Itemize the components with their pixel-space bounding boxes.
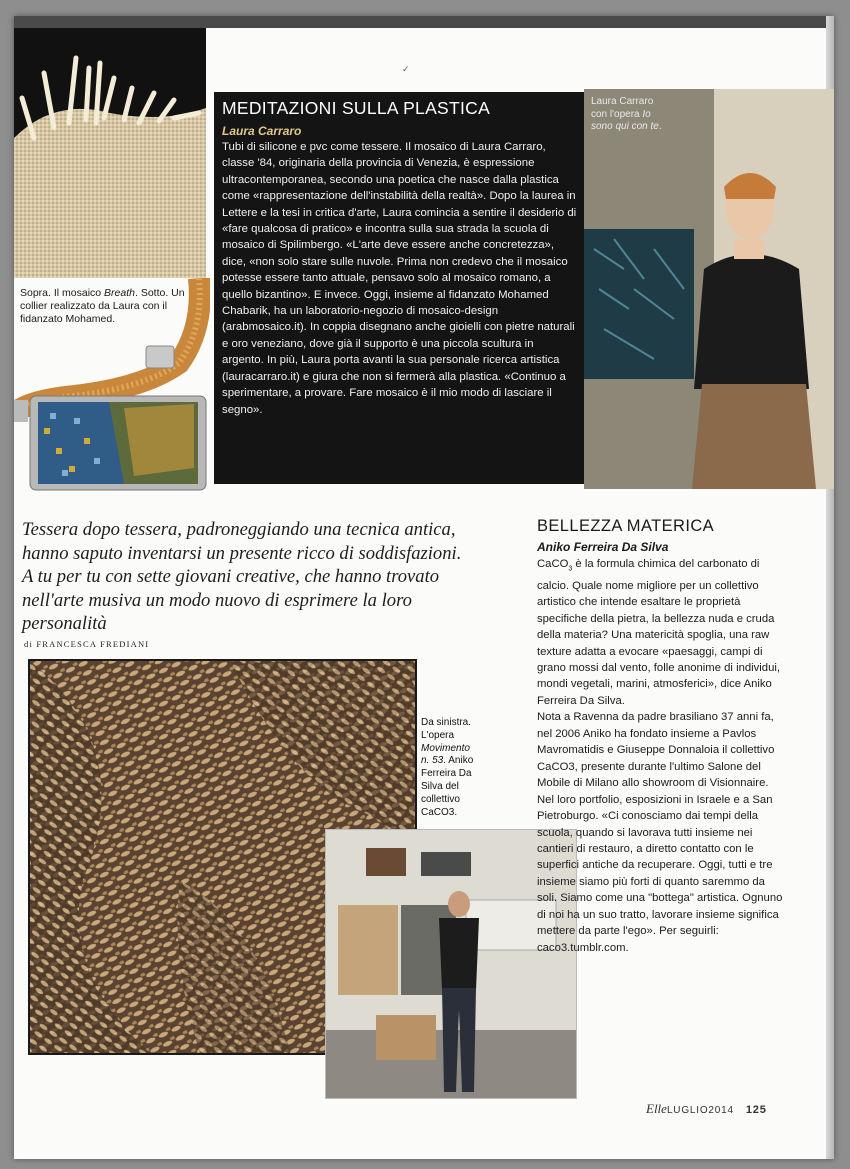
side-article-body: Tubi di silicone e pvc come tessere. Il mosaico di Laura Carraro, classe '84, originaria della provincia di Venezia, è espressione ultracontemporanea, secondo una poetica che nasce dalla plastica come «rappresentazione dell'instabilità della realtà». Dopo la laurea in Lettere e la tesi in critica d'arte, Laura comincia a sentire il desiderio di «fare qualcosa di pratico» e incontra sulla sua strada la scuola di mosaico di Spilimbergo. «L'arte deve essere anche concretezza», dice, «non solo stare sulle nuvole. Prima non credevo che il mosaico potesse essere tanto attuale, pensavo solo al mosaico romano, a quello bizantino». E invece. Oggi, insieme al fidanzato Mohamed Chabarik, ha un laboratorio-negozio di mosaico-design (arabmosaico.it). In coppia disegnano anche gioielli con pietre naturali e oro veneziano, dove già il supporto è una piccola scultura in argento. In più, Laura porta avanti la sua personale ricerca artistica (lauracarraro.it) e giura che non si fermerà alla plastica. «Continuo a sperimentare, a provare. Fare mosaico è il mio modo di lasciare il segno». bbox=[222, 141, 577, 416]
portrait-caption: Laura Carraro con l'opera Io sono qui con te. bbox=[591, 96, 662, 132]
magazine-page bbox=[14, 16, 834, 1159]
side-article-box bbox=[214, 92, 584, 484]
page-number: 125 bbox=[745, 1104, 767, 1116]
breath-mosaic-photo bbox=[14, 28, 206, 290]
page-mark-icon: ✓ bbox=[402, 64, 410, 74]
main-article-title: BELLEZZA MATERICA bbox=[537, 517, 715, 535]
page-footer bbox=[646, 1101, 767, 1117]
side-article-byline: Laura Carraro bbox=[222, 124, 302, 138]
mosaic-caption: Da sinistra. L'opera Movimento n. 53. Aniko Ferreira Da Silva del collettivo CaCO3. bbox=[421, 717, 474, 818]
author-credit: di FRANCESCA FREDIANI bbox=[24, 639, 150, 649]
side-article-title: MEDITAZIONI SULLA PLASTICA bbox=[222, 98, 491, 118]
issue-date: LUGLIO2014 bbox=[666, 1105, 734, 1116]
top-edge bbox=[14, 16, 834, 28]
magazine-name: Elle bbox=[646, 1101, 667, 1116]
main-article-body: CaCO$_3$ è la formula chimica del carbonato di calcio. Quale nome migliore per un collettivo artistico che intende esaltare le proprietà specifiche della pietra, la bellezza nuda e cruda della materia? Una matericità spoglia, una raw texture adatta a evocare «paesaggi, campi di grano mossi dal vento, folle anonime di individui, mondi vegetali, marini, atmosferici», dice Aniko Ferreira Da Silva. Nota a Ravenna da padre brasiliano 37 anni fa, nel 2006 Aniko ha fondato insieme a Pavlos Mavromatidis e Giuseppe Donnaloia il collettivo CaCO3, presente durante l'ultimo Salone del Mobile di Milano allo showroom di Visionnaire. Nel loro portfolio, esposizioni in Israele e a San Pietroburgo. «Ci conosciamo dai tempi della scuola, quando si lavorava tutti insieme nei cantieri di restauro, a diretto contatto con le superfici antiche da recuperare. Oggi, tutti e tre insieme siamo più forti di quanto saremmo da soli. Siamo come una "bottega" artistica. Ognuno di noi ha un suo tratto, lavorare insieme significa mettere da parte l'ego». Per seguirli: caco3.tumblr.com. bbox=[537, 558, 783, 954]
standfirst: Tessera dopo tessera, padroneggiando una tecnica antica, hanno saputo inventarsi un presente ricco di soddisfazioni. A tu per tu con sette giovani creative, che hanno trovato nell'arte musiva un modo nuovo di esprimere la loro personalità bbox=[22, 519, 462, 634]
main-article-byline: Aniko Ferreira Da Silva bbox=[537, 540, 669, 554]
left-photo-caption: Sopra. Il mosaico Breath. Sotto. Un collier realizzato da Laura con il fidanzato Mohamed. bbox=[20, 287, 185, 325]
laura-carraro-portrait bbox=[584, 89, 834, 489]
